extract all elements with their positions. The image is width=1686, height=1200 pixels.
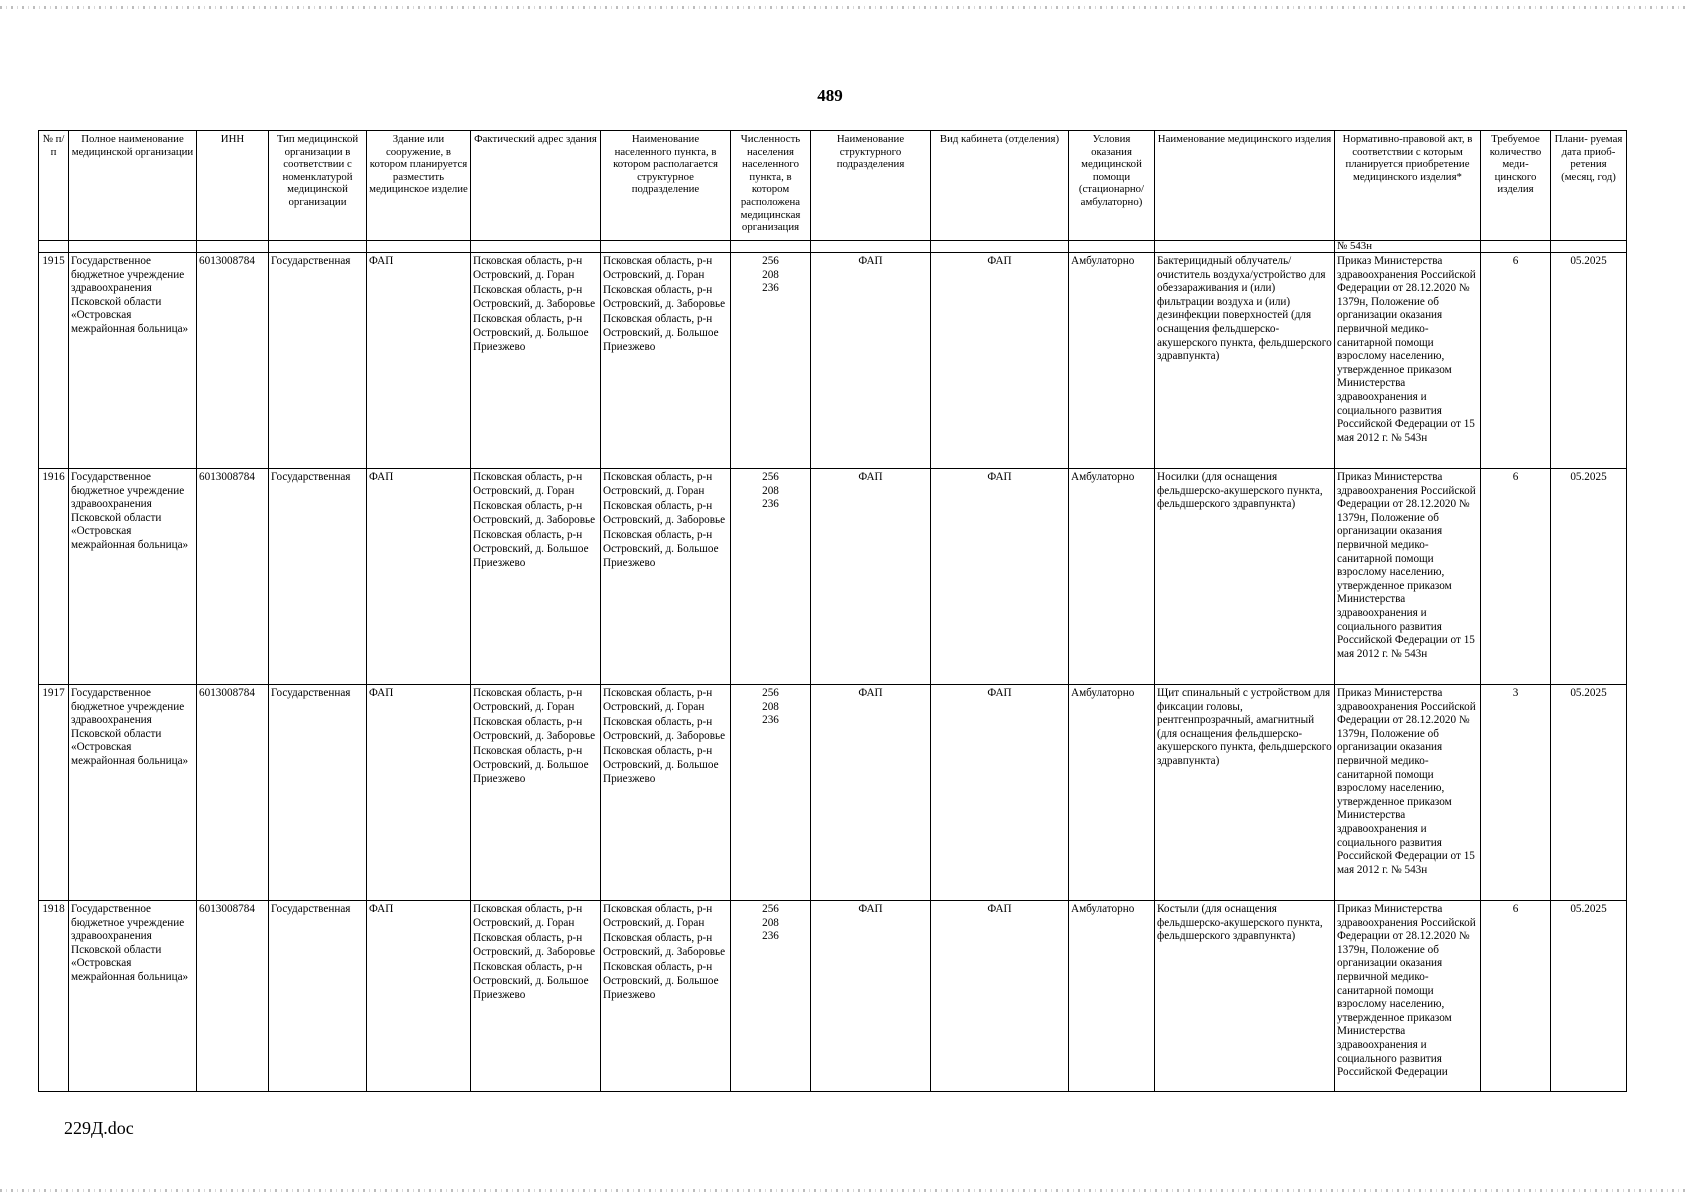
legal-act: Приказ Министерства здравоохранения Российской Федерации от 28.12.2020 № 1379н, Положение об организации оказания первичной медико-санитарной помощи взрослому населению, утвержденное приказом Министерства здравоохранения и социального развития Российской Федерации от 15 мая 2012 г. № 543н xyxy=(1335,469,1481,685)
settlement-item: Псковская область, р-н Островский, д. Горан xyxy=(603,687,713,713)
care-conditions: Амбулаторно xyxy=(1069,469,1155,685)
settlement-item: Псковская область, р-н Островский, д. Большое Приезжево xyxy=(603,529,719,569)
population-value: 208 xyxy=(762,484,779,497)
cabinet-type: ФАП xyxy=(931,685,1069,901)
col-header-type: Тип медицинской организации в соответствии с номенклатурой медицинской организации xyxy=(269,131,367,241)
planned-date: 05.2025 xyxy=(1551,685,1627,901)
org-name: Государственное бюджетное учреждение здравоохранения Псковской области «Островская межрайонная больница» xyxy=(69,253,197,469)
page-number: 489 xyxy=(817,86,843,105)
care-conditions: Амбулаторно xyxy=(1069,901,1155,1092)
col-header-cabinet: Вид кабинета (отделения) xyxy=(931,131,1069,241)
scan-edge-bottom xyxy=(0,1189,1686,1192)
col-header-population: Численность населения населенного пункта, в котором расположена медицинская организация xyxy=(731,131,811,241)
continuation-row xyxy=(39,241,1627,253)
address-item: Псковская область, р-н Островский, д. Горан xyxy=(473,471,583,497)
settlement-item: Псковская область, р-н Островский, д. Большое Приезжево xyxy=(603,313,719,353)
inn: 6013008784 xyxy=(197,253,269,469)
population-value: 256 xyxy=(762,471,779,483)
address-item: Псковская область, р-н Островский, д. Большое Приезжево xyxy=(473,745,589,785)
population-value: 236 xyxy=(762,498,779,511)
population-value: 236 xyxy=(762,930,779,943)
cabinet-type: ФАП xyxy=(931,901,1069,1092)
col-header-address: Фактический адрес здания xyxy=(471,131,601,241)
col-header-device: Наименование медицинского изделия xyxy=(1155,131,1335,241)
address-item: Псковская область, р-н Островский, д. Заборовье xyxy=(473,932,596,958)
settlement-item: Псковская область, р-н Островский, д. Горан xyxy=(603,903,713,929)
address-cell xyxy=(471,253,601,469)
address-cell xyxy=(471,901,601,1092)
col-header-inn: ИНН xyxy=(197,131,269,241)
settlement-cell xyxy=(601,253,731,469)
address-item: Псковская область, р-н Островский, д. Заборовье xyxy=(473,500,596,526)
settlement-item: Псковская область, р-н Островский, д. Большое Приезжево xyxy=(603,961,719,1001)
table-row xyxy=(39,469,1627,685)
planned-date: 05.2025 xyxy=(1551,901,1627,1092)
care-conditions: Амбулаторно xyxy=(1069,253,1155,469)
settlement-item: Псковская область, р-н Островский, д. Заборовье xyxy=(603,500,726,526)
planned-date: 05.2025 xyxy=(1551,253,1627,469)
settlement-item: Псковская область, р-н Островский, д. Горан xyxy=(603,471,713,497)
org-type: Государственная xyxy=(269,253,367,469)
address-item: Псковская область, р-н Островский, д. Горан xyxy=(473,903,583,929)
table-row xyxy=(39,901,1627,1092)
population-value: 236 xyxy=(762,714,779,727)
device-name: Носилки (для оснащения фельдшерско-акушерского пункта, фельдшерского здравпункта) xyxy=(1155,469,1335,685)
inn: 6013008784 xyxy=(197,469,269,685)
address-item: Псковская область, р-н Островский, д. Большое Приезжево xyxy=(473,529,589,569)
address-cell xyxy=(471,685,601,901)
building: ФАП xyxy=(367,253,471,469)
legal-act: Приказ Министерства здравоохранения Российской Федерации от 28.12.2020 № 1379н, Положение об организации оказания первичной медико-санитарной помощи взрослому населению, утвержденное приказом Министерства здравоохранения и социального развития Российской Федерации xyxy=(1335,901,1481,1092)
org-name: Государственное бюджетное учреждение здравоохранения Псковской области «Островская межрайонная больница» xyxy=(69,469,197,685)
population-value: 208 xyxy=(762,700,779,713)
required-quantity: 6 xyxy=(1481,469,1551,685)
settlement-cell xyxy=(601,469,731,685)
row-number: 1915 xyxy=(39,253,69,469)
building: ФАП xyxy=(367,685,471,901)
org-name: Государственное бюджетное учреждение здравоохранения Псковской области «Островская межрайонная больница» xyxy=(69,685,197,901)
structural-unit: ФАП xyxy=(811,253,931,469)
required-quantity: 3 xyxy=(1481,685,1551,901)
col-header-num: № п/п xyxy=(39,131,69,241)
row-number: 1917 xyxy=(39,685,69,901)
building: ФАП xyxy=(367,901,471,1092)
structural-unit: ФАП xyxy=(811,901,931,1092)
required-quantity: 6 xyxy=(1481,253,1551,469)
address-cell xyxy=(471,469,601,685)
legal-act: Приказ Министерства здравоохранения Российской Федерации от 28.12.2020 № 1379н, Положение об организации оказания первичной медико-санитарной помощи взрослому населению, утвержденное приказом Министерства здравоохранения и социального развития Российской Федерации от 15 мая 2012 г. № 543н xyxy=(1335,685,1481,901)
cabinet-type: ФАП xyxy=(931,469,1069,685)
population-value: 208 xyxy=(762,916,779,929)
table-row xyxy=(39,253,1627,469)
legal-act: Приказ Министерства здравоохранения Российской Федерации от 28.12.2020 № 1379н, Положение об организации оказания первичной медико-санитарной помощи взрослому населению, утвержденное приказом Министерства здравоохранения и социального развития Российской Федерации от 15 мая 2012 г. № 543н xyxy=(1335,253,1481,469)
population-cell xyxy=(731,685,811,901)
inn: 6013008784 xyxy=(197,685,269,901)
settlement-item: Псковская область, р-н Островский, д. Горан xyxy=(603,255,713,281)
col-header-org: Полное наименование медицинской организации xyxy=(69,131,197,241)
address-item: Псковская область, р-н Островский, д. Заборовье xyxy=(473,284,596,310)
address-item: Псковская область, р-н Островский, д. Горан xyxy=(473,255,583,281)
building: ФАП xyxy=(367,469,471,685)
col-header-act: Нормативно-правовой акт, в соответствии с которым планируется приобретение медицинского изделия* xyxy=(1335,131,1481,241)
settlement-item: Псковская область, р-н Островский, д. Заборовье xyxy=(603,716,726,742)
inn: 6013008784 xyxy=(197,901,269,1092)
settlement-item: Псковская область, р-н Островский, д. Заборовье xyxy=(603,284,726,310)
continuation-text: № 543н xyxy=(1335,241,1481,253)
org-name: Государственное бюджетное учреждение здравоохранения Псковской области «Островская межрайонная больница» xyxy=(69,901,197,1092)
table-row xyxy=(39,685,1627,901)
population-value: 256 xyxy=(762,687,779,699)
equipment-table xyxy=(38,130,1627,1092)
population-value: 236 xyxy=(762,282,779,295)
planned-date: 05.2025 xyxy=(1551,469,1627,685)
settlement-item: Псковская область, р-н Островский, д. Большое Приезжево xyxy=(603,745,719,785)
device-name: Щит спинальный с устройством для фиксации головы, рентгенпрозрачный, амагнитный (для оснащения фельдшерско-акушерского пункта, фельдшерского здравпункта) xyxy=(1155,685,1335,901)
col-header-conditions: Условия оказания медицинской помощи (стационарно/ амбулаторно) xyxy=(1069,131,1155,241)
settlement-cell xyxy=(601,685,731,901)
col-header-settlement: Наименование населенного пункта, в котором располагается структурное подразделение xyxy=(601,131,731,241)
footer-filename: 229Д.doc xyxy=(64,1118,134,1138)
address-item: Псковская область, р-н Островский, д. Горан xyxy=(473,687,583,713)
col-header-unit: Наименование структурного подразделения xyxy=(811,131,931,241)
population-value: 256 xyxy=(762,903,779,915)
structural-unit: ФАП xyxy=(811,469,931,685)
device-name: Бактерицидный облучатель/очиститель воздуха/устройство для обеззараживания и (или) фильтрации воздуха и (или) дезинфекции поверхностей (для оснащения фельдшерско-акушерского пункта, фельдшерского здравпункта) xyxy=(1155,253,1335,469)
settlement-item: Псковская область, р-н Островский, д. Заборовье xyxy=(603,932,726,958)
org-type: Государственная xyxy=(269,901,367,1092)
col-header-qty: Требуемое количество меди- цинского изделия xyxy=(1481,131,1551,241)
org-type: Государственная xyxy=(269,685,367,901)
device-name: Костыли (для оснащения фельдшерско-акушерского пункта, фельдшерского здравпункта) xyxy=(1155,901,1335,1092)
cabinet-type: ФАП xyxy=(931,253,1069,469)
row-number: 1916 xyxy=(39,469,69,685)
population-cell xyxy=(731,253,811,469)
address-item: Псковская область, р-н Островский, д. Заборовье xyxy=(473,716,596,742)
org-type: Государственная xyxy=(269,469,367,685)
row-number: 1918 xyxy=(39,901,69,1092)
address-item: Псковская область, р-н Островский, д. Большое Приезжево xyxy=(473,313,589,353)
structural-unit: ФАП xyxy=(811,685,931,901)
scan-edge-top xyxy=(0,6,1686,9)
population-cell xyxy=(731,469,811,685)
care-conditions: Амбулаторно xyxy=(1069,685,1155,901)
required-quantity: 6 xyxy=(1481,901,1551,1092)
population-value: 256 xyxy=(762,255,779,267)
population-value: 208 xyxy=(762,268,779,281)
settlement-cell xyxy=(601,901,731,1092)
table-header-row xyxy=(39,131,1627,241)
col-header-building: Здание или сооружение, в котором планируется разместить медицинское изделие xyxy=(367,131,471,241)
population-cell xyxy=(731,901,811,1092)
address-item: Псковская область, р-н Островский, д. Большое Приезжево xyxy=(473,961,589,1001)
col-header-date: Плани- руемая дата приоб- ретения (месяц, год) xyxy=(1551,131,1627,241)
